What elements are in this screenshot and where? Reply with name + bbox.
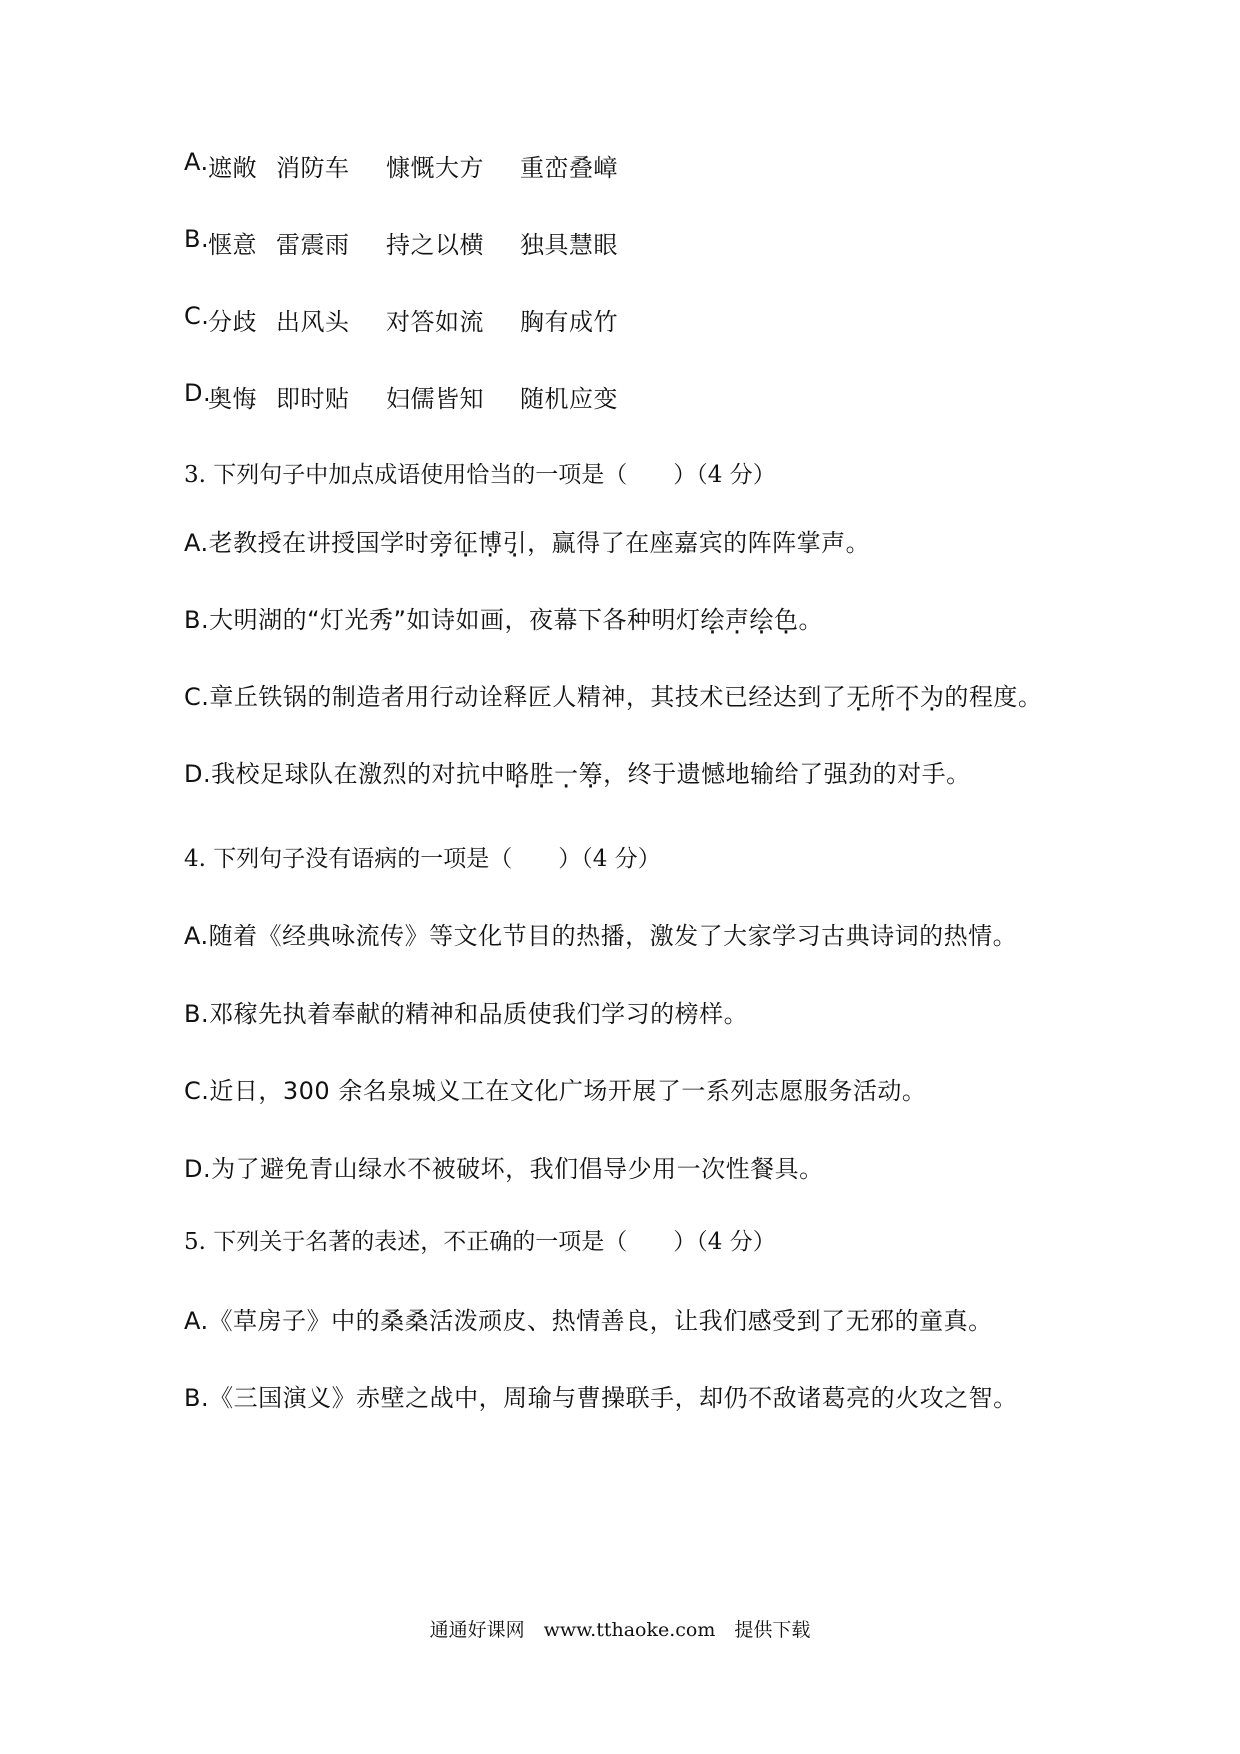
option-label: A. (184, 148, 209, 176)
text-post: 的程度。 (944, 683, 1043, 711)
word-3: 慷慨大方 (386, 154, 484, 182)
word-3: 对答如流 (386, 308, 484, 336)
dotted-char: 绘 (749, 606, 774, 634)
q3-option-a (184, 523, 870, 558)
dotted-char: 无 (846, 683, 871, 711)
dotted-char: 征 (453, 529, 479, 557)
dotted-char: 引 (502, 529, 528, 557)
q5-option-b: B.《三国演义》赤壁之战中，周瑜与曹操联手，却仍不敌诸葛亮的火攻之智。 (184, 1384, 1018, 1412)
dotted-char: 略 (505, 760, 530, 788)
word-4: 重峦叠嶂 (520, 154, 618, 182)
option-label: D. (184, 379, 212, 407)
word-1: 奥悔 (208, 385, 257, 413)
q5-stem: 5. 下列关于名著的表述，不正确的一项是（ ）（4 分） (184, 1229, 776, 1255)
word-1: 遮敞 (208, 154, 257, 182)
text-pre: B.大明湖的“灯光秀”如诗如画，夜幕下各种明灯 (184, 606, 701, 634)
word-2: 出风头 (276, 308, 350, 336)
q3-option-c (184, 677, 1042, 712)
dotted-idiom (429, 529, 527, 557)
text-pre: C.章丘铁锅的制造者用行动诠释匠人精神，其技术已经达到了 (184, 683, 847, 711)
option-label: C. (184, 302, 210, 330)
dotted-char: 旁 (429, 529, 454, 557)
text-post: 。 (798, 606, 823, 634)
word-2: 雷震雨 (276, 231, 350, 259)
dotted-idiom (505, 760, 603, 788)
text-pre: A.老教授在讲授国学时 (184, 529, 430, 557)
page-footer: 通通好课网 www.tthaoke.com 提供下载 (429, 1619, 811, 1641)
word-4: 独具慧眼 (520, 231, 618, 259)
word-1: 惬意 (208, 231, 257, 259)
dotted-idiom (700, 606, 798, 634)
text-post: ，赢得了在座嘉宾的阵阵掌声。 (527, 529, 871, 557)
word-1: 分歧 (208, 308, 257, 336)
dotted-char: 博 (478, 529, 503, 557)
word-2: 消防车 (276, 154, 350, 182)
q4-option-c: C.近日，300 余名泉城义工在文化广场开展了一系列志愿服务活动。 (184, 1077, 927, 1105)
dotted-char: 为 (919, 683, 945, 711)
q4-option-d: D.为了避免青山绿水不被破坏，我们倡导少用一次性餐具。 (184, 1155, 824, 1183)
q3-option-d (184, 754, 971, 789)
dotted-char: 色 (773, 606, 799, 634)
q4-stem: 4. 下列句子没有语病的一项是（ ）（4 分） (184, 846, 661, 872)
dotted-char: 所 (870, 683, 896, 711)
text-post: ，终于遗憾地输给了强劲的对手。 (603, 760, 971, 788)
dotted-char: 一 (554, 760, 579, 788)
q3-option-b (184, 600, 823, 635)
dotted-char: 胜 (529, 760, 555, 788)
q4-option-a: A.随着《经典咏流传》等文化节目的热播，激发了大家学习古典诗词的热情。 (184, 922, 1018, 950)
word-3: 持之以横 (386, 231, 484, 259)
q5-option-a: A.《草房子》中的桑桑活泼顽皮、热情善良，让我们感受到了无邪的童真。 (184, 1307, 993, 1335)
q3-stem: 3. 下列句子中加点成语使用恰当的一项是（ ）（4 分） (184, 462, 776, 488)
dotted-char: 不 (895, 683, 920, 711)
dotted-char: 绘 (700, 606, 725, 634)
word-3: 妇儒皆知 (386, 385, 484, 413)
dotted-char: 声 (724, 606, 750, 634)
word-2: 即时贴 (276, 385, 350, 413)
word-4: 胸有成竹 (520, 308, 618, 336)
dotted-idiom (846, 683, 944, 711)
word-4: 随机应变 (520, 385, 618, 413)
option-label: B. (184, 225, 210, 253)
q4-option-b: B.邓稼先执着奉献的精神和品质使我们学习的榜样。 (184, 1000, 749, 1028)
dotted-char: 筹 (578, 760, 604, 788)
text-pre: D.我校足球队在激烈的对抗中 (184, 760, 506, 788)
